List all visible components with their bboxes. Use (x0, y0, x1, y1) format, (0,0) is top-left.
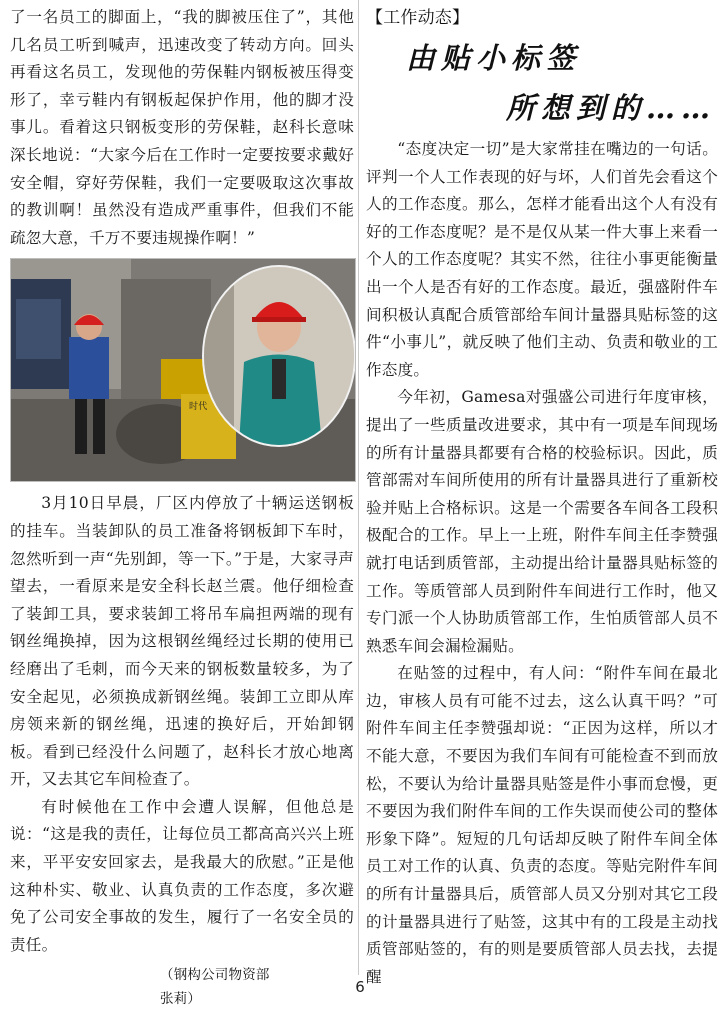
right-paragraph-1: “态度决定一切”是大家常挂在嘴边的一句话。评判一个人工作表现的好与坏，人们首先会看这个人的工作态度。那么，怎样才能看出这个人有没有好的工作态度呢？是不是仅从某一件大事上来看一个人的工作态度呢？其实不然，往往小事更能衡量出一个人是否有好的工作态度。最近，强盛附件车间积极认真配合质管部给车间计量器具贴标签的这件“小事儿”，就反映了他们主动、负责和敬业的工作态度。 (366, 140, 718, 379)
byline-author: 张莉） (160, 991, 202, 1008)
right-paragraph-3: 在贴签的过程中，有人问：“附件车间在最北边，审核人员有可能不过去，这么认真干吗？”可附件车间主任李赞强却说：“正因为这样，所以才不能大意，不要因为我们车间有可能检查不到而放松，不要认为给计量器具贴签是件小事而怠慢，更不要因为我们附件车间的工作失误而使公司的整体形象下降”。短短的几句话却反映了附件车间全体员工对工作的认真、负责的态度。等贴完附件车间的所有计量器具后，质管部人员又分别对其它工段的计量器具进行了贴签，这其中有的工段是主动找质管部贴签的，有的则是要质管部人员去找，去提醒 (366, 664, 718, 986)
left-paragraph-2: 3月10日早晨，厂区内停放了十辆运送钢板的挂车。当装卸队的员工准备将钢板卸下车时，忽然听到一声“先别卸，等一下。”于是，大家寻声望去，一看原来是安全科长赵兰震。他仔细检查了装卸工具，要求装卸工将吊车扁担两端的现有钢丝绳换掉，因为这根钢丝绳经过长期的使用已经磨出了毛刺，而今天来的钢板数量较多，为了安全起见，必须换成新钢丝绳。装卸工立即从库房领来新的钢丝绳，迅速的换好后，开始卸钢板。看到已经没什么问题了，赵科长才放心地离开，又去其它车间检查了。 (10, 494, 354, 789)
inspector-figure (204, 267, 354, 445)
headline-line-1: 由贴小标签 (406, 41, 582, 75)
left-column (10, 4, 354, 1011)
column-divider (358, 0, 359, 975)
right-column (366, 4, 718, 991)
right-paragraph-2: 今年初，Gamesa对强盛公司进行年度审核，提出了一些质量改进要求，其中有一项是车间现场的所有计量器具都要有合格的校验标识。因此，质管部需对车间所使用的所有计量器具进行了重新校验并贴上合格标识。这是一个需要各车间各工段积极配合的工作。早上一上班，附件车间主任李赞强就打电话到质管部，主动提出给计量器具贴标签的工作。等质管部人员到附件车间进行工作时，他又专门派一个人协助质管部工作，生怕质管部人员不熟悉车间会漏检漏贴。 (366, 388, 718, 655)
page-number: 6 (355, 978, 365, 996)
inspector-portrait (202, 265, 356, 447)
machine-label: 时代 (189, 402, 208, 413)
headline-line-2: 所想到的…… (506, 91, 717, 125)
workshop-photo (10, 258, 356, 482)
left-paragraph-3: 有时候他在工作中会遭人误解，但他总是说：“这是我的责任，让每位员工都高高兴兴上班来，平平安安回家去，是我最大的欣慰。”正是他这种朴实、敬业、认真负责的工作态度，多次避免了公司安全事故的发生，履行了一名安全员的责任。 (10, 797, 354, 954)
byline-unit: （钢构公司物资部 (160, 967, 270, 984)
section-tag: 【工作动态】 (366, 8, 470, 28)
left-paragraph-1: 了一名员工的脚面上，“我的脚被压住了”，其他几名员工听到喊声，迅速改变了转动方向。回头再看这名员工，发现他的劳保鞋内钢板被压得变形了，幸亏鞋内有钢板起保护作用，他的脚才没事儿。看着这只钢板变形的劳保鞋，赵科长意味深长地说：“大家今后在工作时一定要按要求戴好安全帽，穿好劳保鞋，我们一定要吸取这次事故的教训啊！虽然没有造成严重事件，但我们不能疏忽大意，千万不要违规操作啊！” (10, 8, 354, 247)
